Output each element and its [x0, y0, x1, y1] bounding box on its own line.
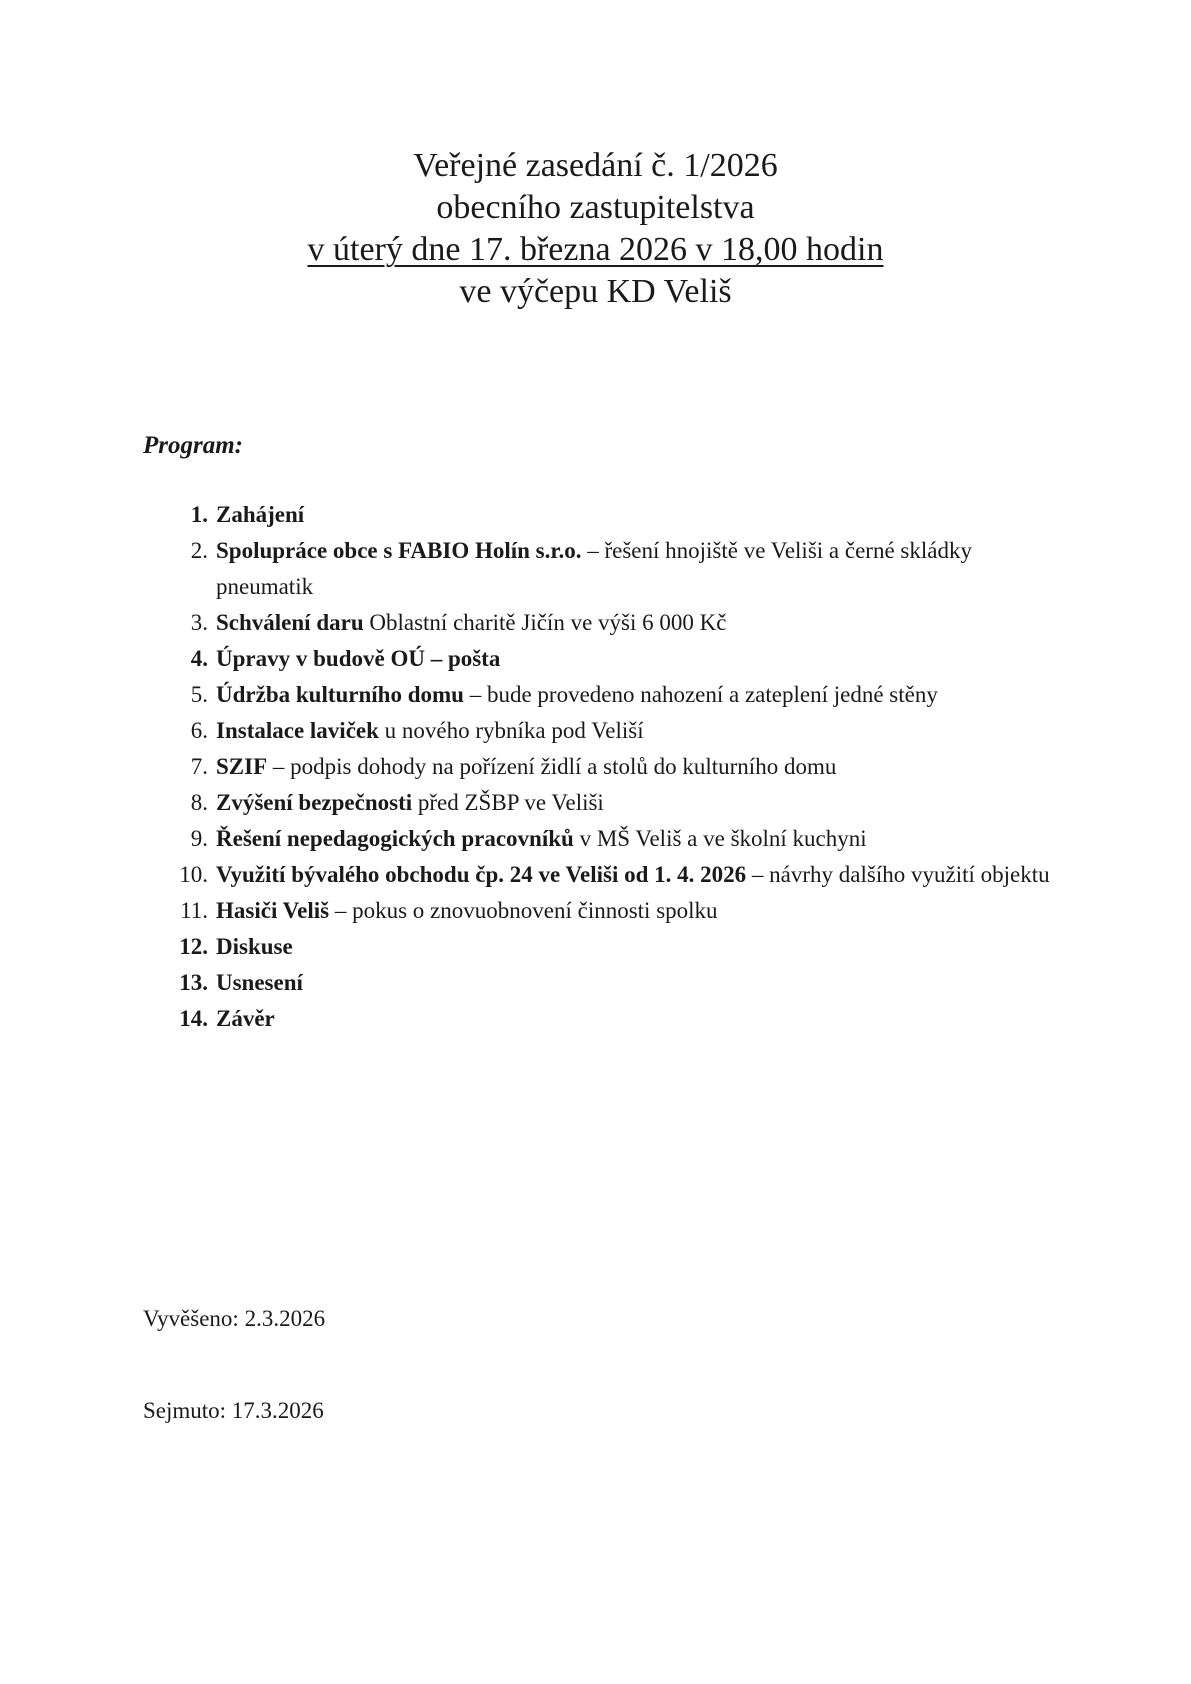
heading-date-time: v úterý dne 17. března 2026 v 18,00 hodin [307, 231, 884, 268]
heading-meeting-title: Veřejné zasedání č. 1/2026 [413, 147, 778, 184]
agenda-item-number: 10. [179, 862, 208, 887]
agenda-item-title: Schválení daru [216, 610, 364, 635]
posted-date: Vyvěšeno: 2.3.2026 [143, 1306, 326, 1331]
document-heading [0, 145, 1191, 313]
agenda-list [170, 497, 1070, 1037]
agenda-item-number: 14. [179, 1006, 208, 1031]
agenda-item-title: Instalace laviček [216, 718, 379, 743]
agenda-item-title: Hasiči Veliš [216, 898, 330, 923]
agenda-item-title: Spolupráce obce s FABIO Holín s.r.o. [216, 538, 582, 563]
agenda-item [170, 497, 1070, 533]
agenda-item-title: Zahájení [216, 502, 305, 527]
agenda-item-number: 11. [180, 898, 208, 923]
agenda-item-number: 5. [190, 682, 208, 707]
agenda-item-title: Úpravy v budově OÚ – pošta [216, 646, 501, 671]
agenda-item [170, 1001, 1070, 1037]
agenda-item-title: Zvýšení bezpečnosti [216, 790, 413, 815]
agenda-item-description: před ZŠBP ve Veliši [412, 790, 604, 815]
agenda-item-description: u nového rybníka pod Veliší [378, 718, 644, 743]
agenda-item [170, 893, 1070, 929]
agenda-item-description: – pokus o znovuobnovení činnosti spolku [329, 898, 718, 923]
agenda-item [170, 533, 1070, 605]
agenda-item-number: 3. [190, 610, 208, 635]
agenda-item-title: Využití bývalého obchodu čp. 24 ve Veliši od 1. 4. 2026 [216, 862, 747, 887]
agenda-item-title: Řešení nepedagogických pracovníků [216, 826, 574, 851]
agenda-item-number: 4. [190, 646, 208, 671]
heading-body: obecního zastupitelstva [436, 189, 755, 226]
agenda-item-title: Diskuse [216, 934, 293, 959]
agenda-item-number: 13. [179, 970, 208, 995]
removed-date: Sejmuto: 17.3.2026 [143, 1398, 324, 1423]
agenda-item-number: 12. [179, 934, 208, 959]
agenda-item [170, 749, 1070, 785]
agenda-item-description: – podpis dohody na pořízení židlí a stolů do kulturního domu [267, 754, 837, 779]
agenda-item-number: 6. [190, 718, 208, 743]
program-label: Program: [143, 432, 243, 459]
agenda-item [170, 965, 1070, 1001]
agenda-item [170, 605, 1070, 641]
agenda-item [170, 785, 1070, 821]
agenda-item-description: – řešení hnojiště ve Veliši a černé skládky pneumatik [216, 538, 972, 599]
agenda-item-title: SZIF [216, 754, 268, 779]
agenda-item-title: Usnesení [216, 970, 303, 995]
agenda-item [170, 641, 1070, 677]
agenda-item-number: 2. [190, 538, 208, 563]
heading-location: ve výčepu KD Veliš [459, 273, 732, 310]
agenda-item-number: 7. [190, 754, 208, 779]
agenda-item-description: v MŠ Veliš a ve školní kuchyni [573, 826, 867, 851]
agenda-item [170, 857, 1070, 893]
agenda-item [170, 713, 1070, 749]
agenda-item-description: – bude provedeno nahození a zateplení jedné stěny [463, 682, 938, 707]
agenda-item-number: 8. [190, 790, 208, 815]
agenda-item-title: Závěr [216, 1006, 275, 1031]
agenda-item-number: 9. [190, 826, 208, 851]
agenda-item-description: – návrhy dalšího využití objektu [746, 862, 1050, 887]
agenda-item [170, 677, 1070, 713]
agenda-item-title: Údržba kulturního domu [216, 682, 464, 707]
agenda-item [170, 821, 1070, 857]
agenda-item-number: 1. [190, 502, 208, 527]
agenda-item-description: Oblastní charitě Jičín ve výši 6 000 Kč [363, 610, 727, 635]
agenda-item [170, 929, 1070, 965]
